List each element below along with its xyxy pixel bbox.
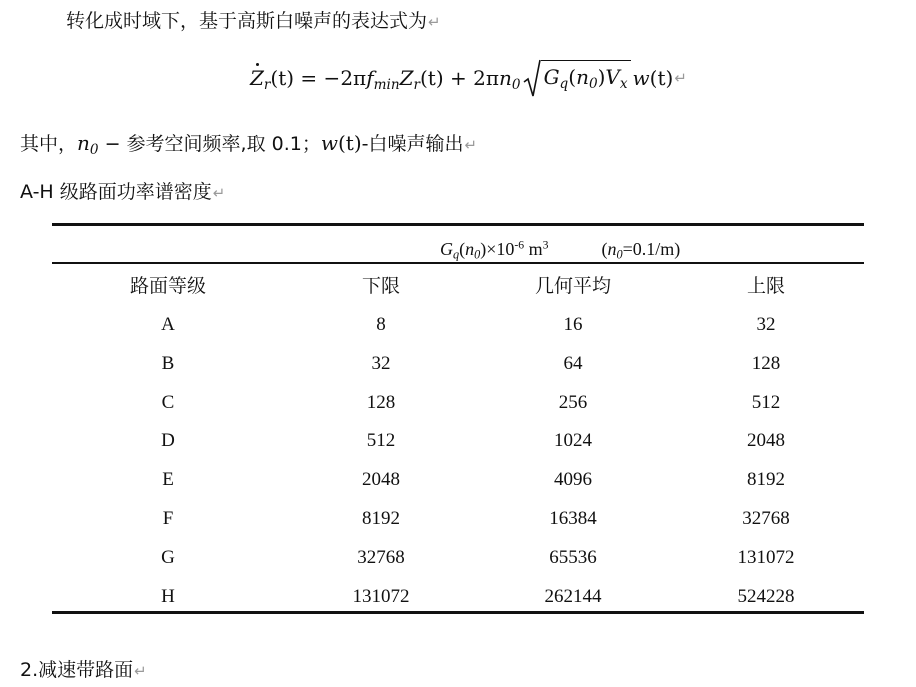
intro-label: 转化成时域下，基于高斯白噪声的表达式为 (66, 10, 428, 32)
radicand: $G_q(n_0)V_x$ (541, 60, 631, 98)
cell-upper: 8192 (747, 469, 785, 490)
where-desc-1: − 参考空间频率,取 0.1； (98, 133, 321, 155)
paragraph-mark-icon: ↵ (134, 662, 147, 680)
cell-lower: 128 (366, 392, 396, 413)
cell-lower: 8 (376, 314, 386, 335)
cell-upper: 2048 (747, 430, 785, 451)
column-header-upper: 上限 (746, 275, 785, 297)
column-header-lower: 下限 (361, 275, 400, 297)
z-dot-symbol: Z (250, 66, 264, 90)
where-desc-2: -白噪声输出 (361, 133, 464, 155)
cell-lower: 32 (371, 353, 391, 374)
cell-upper: 524228 (737, 586, 795, 607)
sqrt-sign-icon (523, 58, 541, 98)
table-top-rule (52, 223, 864, 226)
cell-upper: 131072 (737, 547, 795, 568)
formula-term-1: $2\pi f_{min}Z_r(t)$ (340, 66, 444, 94)
formula-lhs: $Z_r(t)$ (250, 66, 295, 94)
cell-upper: 512 (751, 392, 781, 413)
cell-lower: 8192 (362, 508, 400, 529)
table-header-rule (52, 262, 864, 264)
cell-upper: 32 (756, 314, 776, 335)
cell-lower: 131072 (352, 586, 410, 607)
cell-geomean: 1024 (554, 430, 592, 451)
table-caption (20, 180, 225, 205)
cell-grade: G (161, 547, 175, 568)
cell-grade: C (161, 392, 175, 413)
column-header-geomean: 几何平均 (534, 275, 611, 297)
where-prefix: 其中， (20, 133, 78, 155)
cell-geomean: 64 (563, 353, 583, 374)
table-caption-label: A-H 级路面功率谱密度 (20, 181, 212, 203)
cell-lower: 32768 (357, 547, 405, 568)
square-root (523, 58, 631, 98)
where-n0: $n_0$ (77, 131, 99, 159)
where-w: w(t) (320, 131, 362, 155)
cell-grade: E (162, 469, 174, 490)
paragraph-mark-icon: ↵ (428, 13, 441, 31)
formula-minus: − (323, 66, 341, 90)
cell-lower: 2048 (362, 469, 400, 490)
cell-geomean: 65536 (549, 547, 597, 568)
cell-upper: 128 (751, 353, 781, 374)
cell-geomean: 256 (558, 392, 588, 413)
next-section-heading (20, 658, 147, 683)
table-header-gq: $G_q(n_0)\times 10^{-6}$ $m^3$ $(n_0=0.1/m)$ (440, 238, 681, 262)
table-bottom-rule (52, 611, 864, 614)
where-text (20, 131, 477, 157)
cell-grade: H (161, 586, 175, 607)
cell-upper: 32768 (742, 508, 790, 529)
cell-lower: 512 (366, 430, 396, 451)
formula-equals: = (294, 66, 324, 90)
formula-term-2: $2\pi n_0$ (473, 66, 521, 94)
cell-grade: F (162, 508, 174, 529)
cell-grade: A (161, 314, 175, 335)
cell-geomean: 4096 (554, 469, 592, 490)
cell-grade: D (161, 430, 175, 451)
formula-noise: w(t) (632, 66, 674, 90)
cell-geomean: 16384 (549, 508, 597, 529)
formula-plus: + (443, 66, 474, 90)
next-section-label: 2.减速带路面 (20, 659, 134, 681)
intro-text (66, 9, 441, 34)
cell-geomean: 262144 (544, 586, 602, 607)
cell-geomean: 16 (563, 314, 583, 335)
column-header-grade: 路面等级 (129, 275, 206, 297)
cell-grade: B (161, 353, 175, 374)
paragraph-mark-icon: ↵ (212, 184, 226, 202)
formula (250, 58, 687, 98)
paragraph-mark-icon: ↵ (674, 69, 687, 87)
paragraph-mark-icon: ↵ (464, 136, 478, 154)
